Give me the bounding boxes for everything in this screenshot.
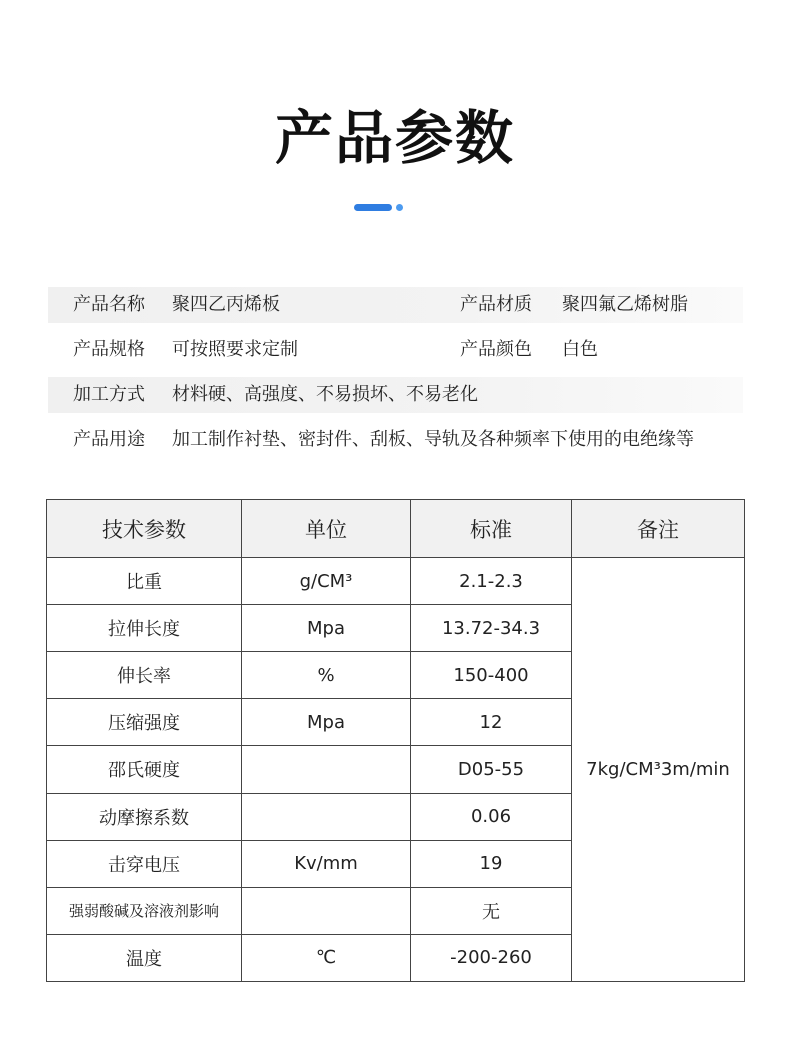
param-cell: 击穿电压 [47,840,242,887]
unit-cell [242,746,411,793]
header-standard: 标准 [411,500,572,558]
spec-table [46,499,745,982]
info-row-processing [48,377,743,413]
param-cell: 压缩强度 [47,699,242,746]
info-row-spec-color [48,332,743,368]
header-param: 技术参数 [47,500,242,558]
info-row-usage [48,422,743,458]
accent-dot [396,204,403,211]
info-label: 加工方式 [73,384,145,405]
info-value: 加工制作衬垫、密封件、刮板、导轨及各种频率下使用的电绝缘等 [172,429,694,450]
unit-cell: ℃ [242,934,411,981]
table-header-row [47,500,745,558]
info-row-name-material [48,287,743,323]
param-cell: 强弱酸碱及溶液剂影响 [47,887,242,934]
standard-cell: 12 [411,699,572,746]
info-label: 产品名称 [73,294,145,315]
remark-cell: 7kg/CM³3m/min [572,558,745,982]
header-unit: 单位 [242,500,411,558]
param-cell: 邵氏硬度 [47,746,242,793]
info-label: 产品用途 [73,429,145,450]
page-title: 产品参数 [274,104,515,172]
standard-cell: 13.72-34.3 [411,605,572,652]
param-cell: 伸长率 [47,652,242,699]
unit-cell: Kv/mm [242,840,411,887]
unit-cell [242,887,411,934]
header-remark: 备注 [572,500,745,558]
info-value: 聚四氟乙烯树脂 [562,294,688,315]
info-label: 产品规格 [73,339,145,360]
unit-cell: g/CM³ [242,558,411,605]
standard-cell: 19 [411,840,572,887]
standard-cell: D05-55 [411,746,572,793]
unit-cell [242,793,411,840]
standard-cell: 无 [411,887,572,934]
accent-bar [354,204,392,211]
standard-cell: -200-260 [411,934,572,981]
info-value: 白色 [562,339,598,360]
param-cell: 动摩擦系数 [47,793,242,840]
table-row [47,558,745,605]
unit-cell: Mpa [242,605,411,652]
info-value: 聚四乙丙烯板 [172,294,280,315]
param-cell: 拉伸长度 [47,605,242,652]
info-label: 产品颜色 [460,339,532,360]
param-cell: 比重 [47,558,242,605]
unit-cell: Mpa [242,699,411,746]
standard-cell: 150-400 [411,652,572,699]
standard-cell: 0.06 [411,793,572,840]
info-label: 产品材质 [460,294,532,315]
info-value: 材料硬、高强度、不易损坏、不易老化 [172,384,478,405]
standard-cell: 2.1-2.3 [411,558,572,605]
unit-cell: % [242,652,411,699]
param-cell: 温度 [47,934,242,981]
info-value: 可按照要求定制 [172,339,298,360]
